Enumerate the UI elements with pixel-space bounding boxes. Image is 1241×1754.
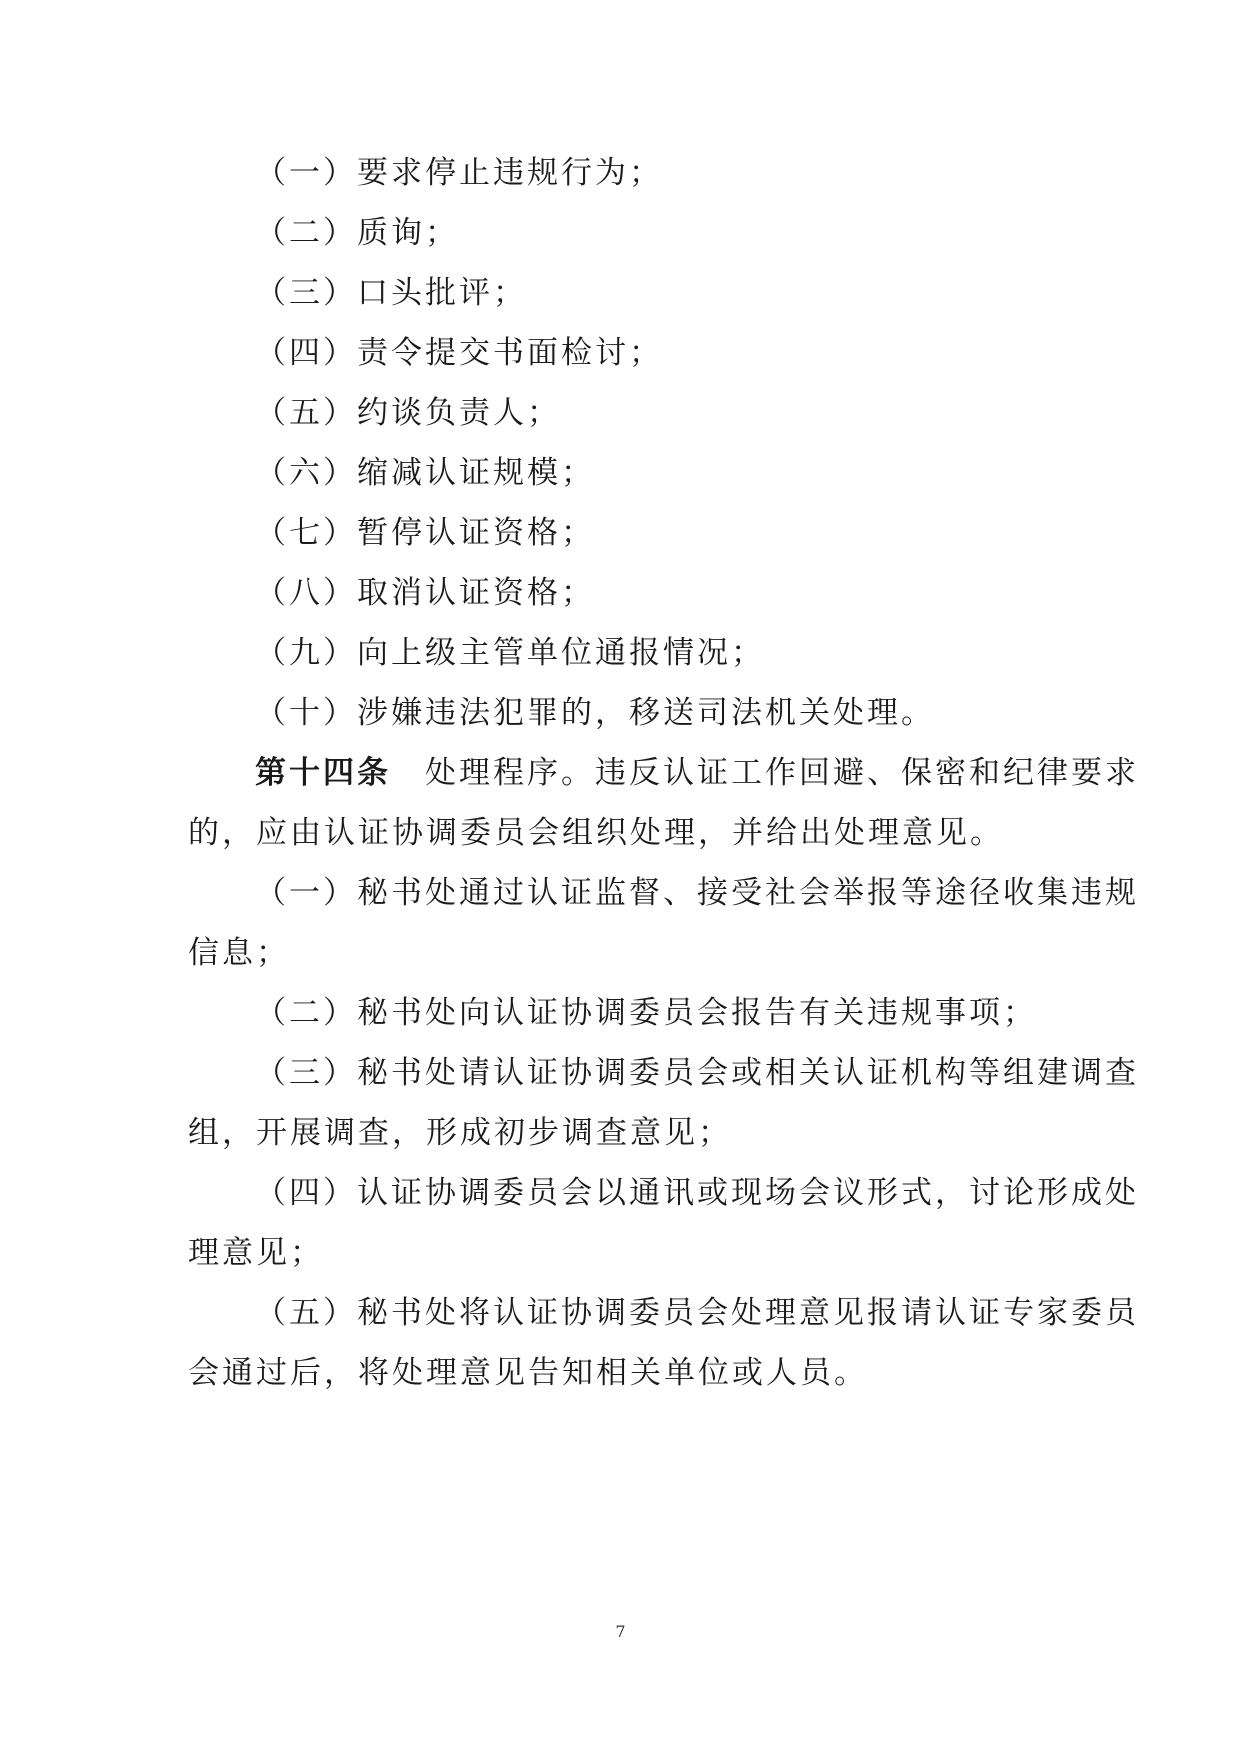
procedure-item-continued: 会通过后，将处理意见告知相关单位或人员。 (188, 1355, 868, 1391)
procedure-item: （四）认证协调委员会以通讯或现场会议形式，讨论形成处 (255, 1175, 1139, 1211)
penalty-item: （八）取消认证资格； (255, 575, 595, 611)
penalty-item: （四）责令提交书面检讨； (255, 335, 663, 371)
procedure-item-continued: 理意见； (188, 1235, 324, 1271)
procedure-item: （三）秘书处请认证协调委员会或相关认证机构等组建调查 (255, 1055, 1139, 1091)
procedure-item: （二）秘书处向认证协调委员会报告有关违规事项； (255, 995, 1037, 1031)
article-14-line-2: 的，应由认证协调委员会组织处理，并给出处理意见。 (188, 815, 1004, 851)
penalty-item: （十）涉嫌违法犯罪的，移送司法机关处理。 (255, 695, 935, 731)
procedure-item-continued: 组，开展调查，形成初步调查意见； (188, 1115, 732, 1151)
procedure-item-continued: 信息； (188, 935, 290, 971)
penalty-item: （一）要求停止违规行为； (255, 155, 663, 191)
penalty-item: （七）暂停认证资格； (255, 515, 595, 551)
penalty-item: （九）向上级主管单位通报情况； (255, 635, 765, 671)
penalty-item: （三）口头批评； (255, 275, 527, 311)
penalty-item: （六）缩减认证规模； (255, 455, 595, 491)
page-number: 7 (615, 1622, 626, 1641)
procedure-item: （五）秘书处将认证协调委员会处理意见报请认证专家委员 (255, 1295, 1139, 1331)
article-14-line-1: 第十四条 处理程序。违反认证工作回避、保密和纪律要求 (255, 755, 1139, 791)
article-heading: 第十四条 (255, 755, 391, 791)
penalty-item: （二）质询； (255, 215, 459, 251)
procedure-item: （一）秘书处通过认证监督、接受社会举报等途径收集违规 (255, 875, 1139, 911)
penalty-item: （五）约谈负责人； (255, 395, 561, 431)
